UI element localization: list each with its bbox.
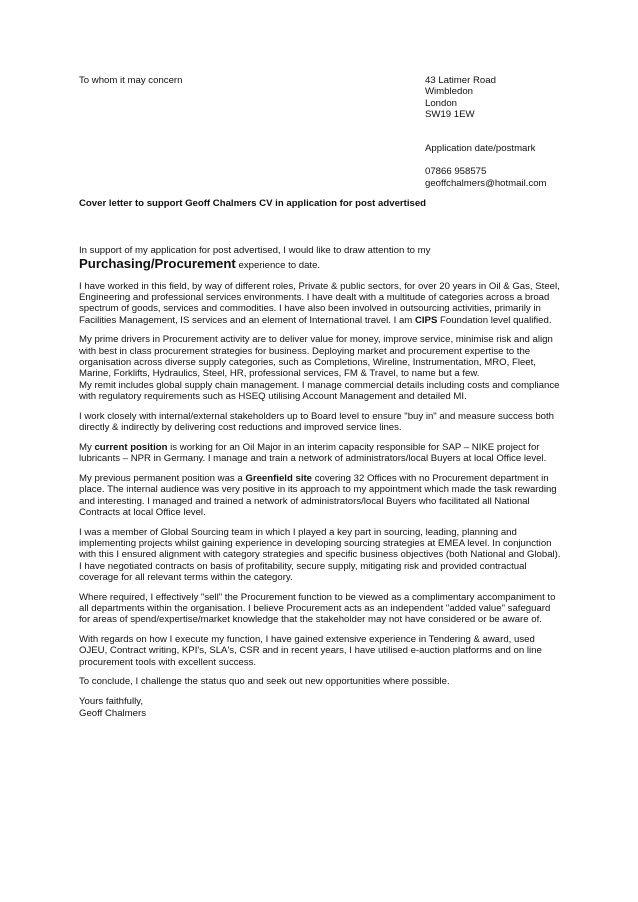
address-street: 43 Latimer Road [425,75,496,86]
letter-body [79,245,562,727]
p4-after: is working for an Oil Major in an interim capacity responsible for SAP – NIKE project for lubricants – NPR in Germany. I manage and train a network of administrators/local Buyers at local Office level. [79,441,547,465]
cips-qualification: CIPS [414,314,438,326]
current-position-label: current position [94,441,168,453]
intro-text: In support of my application for post advertised, I would like to draw attention to my [79,245,431,256]
p2-text-b: My remit includes global supply chain management. I manage commercial details including costs and compliance with regulatory requirements such as HSEQ utilising Account Management and detailed MI. [79,379,560,402]
p5-after: covering 32 Offices with no Procurement department in place. The internal audience was very positive in its approach to my appointment which made the task rewarding and interesting. I managed and trained a network of administrators/local Buyers who facilitated all National Contracts at local Office level. [79,472,557,518]
sender-address-block [425,75,547,189]
recipient-line: To whom it may concern [79,75,183,86]
paragraph-current-position [79,442,562,465]
intro-after: experience to date. [235,260,321,272]
paragraph-procurement-value: Where required, I effectively "sell" the Procurement function to be viewed as a complimentary accompaniment to all departments within the organisation. I believe Procurement acts as an independent "added value" safeguard for areas of spend/expertise/market knowledge that the stakeholder may not have considered or be aware of. [79,591,556,626]
paragraph-global-sourcing: I was a member of Global Sourcing team in which I played a key part in sourcing, leading, planning and implementing projects whilst gaining experience in developing sourcing strategies at EMEA level. In conjunction with this I ensured alignment with category strategies and specific business objectives (both National and Global). I have negotiated contracts on basis of profitability, secure supply, mitigating risk and provided contractual coverage for all relevant terms within the category. [79,526,561,583]
p1-text: I have worked in this field, by way of different roles, Private & public sectors, for over 20 years in Oil & Gas, Steel, Engineering and professional services environments. I have dealt with a multitude of categories across a broad spectrum of goods, services and commodities. I have also been involved in outsourcing activities, primarily in Facilities Management, IS services and an element of International travel. I am [79,280,560,326]
signoff: Yours faithfully, [79,696,143,708]
email-address: geoffchalmers@hotmail.com [425,177,547,189]
subject-line: Cover letter to support Geoff Chalmers CV in application for post advertised [79,198,427,209]
p2-text-a: My prime drivers in Procurement activity are to deliver value for money, improve service, minimise risk and align with best in class procurement strategies for business. Deploying market and procurement expertise to the organisation across diverse supply categories, such as Completions, Wireline, Instrumentation, MRO, Fleet, Marine, Forklifts, Hydraulics, Steel, HR, professional services, FM & Travel, to name but a few. [79,334,553,380]
greenfield-site-label: Greenfield site [245,472,313,484]
paragraph-conclusion: To conclude, I challenge the status quo and seek out new opportunities where possible. [79,676,450,688]
address-city: London [425,97,458,109]
paragraph-previous-position [79,473,562,518]
paragraph-drivers [79,334,562,402]
application-date: Application date/postmark [425,143,536,155]
intro-highlight: Purchasing/Procurement [79,256,236,272]
paragraph-experience [79,281,562,326]
closing-block [79,696,562,719]
intro-paragraph [79,245,562,272]
phone-number: 07866 958575 [425,166,487,178]
address-postcode: SW19 1EW [425,109,475,121]
p5-before: My previous permanent position was a [79,472,246,484]
p4-before: My [79,441,95,453]
p1-after: Foundation level qualified. [437,314,552,326]
address-area: Wimbledon [425,86,473,98]
signature-name: Geoff Chalmers [79,707,147,719]
paragraph-stakeholders: I work closely with internal/external stakeholders up to Board level to ensure "buy in" and measure success both directly & indirectly by delivering cost reductions and improved service lines. [79,410,555,434]
paragraph-execution: With regards on how I execute my function, I have gained extensive experience in Tendering & award, used OJEU, Contract writing, KPI's, SLA's, CSR and in recent years, I have utilised e-auction platforms and on line procurement tools with excellent success. [79,634,542,668]
